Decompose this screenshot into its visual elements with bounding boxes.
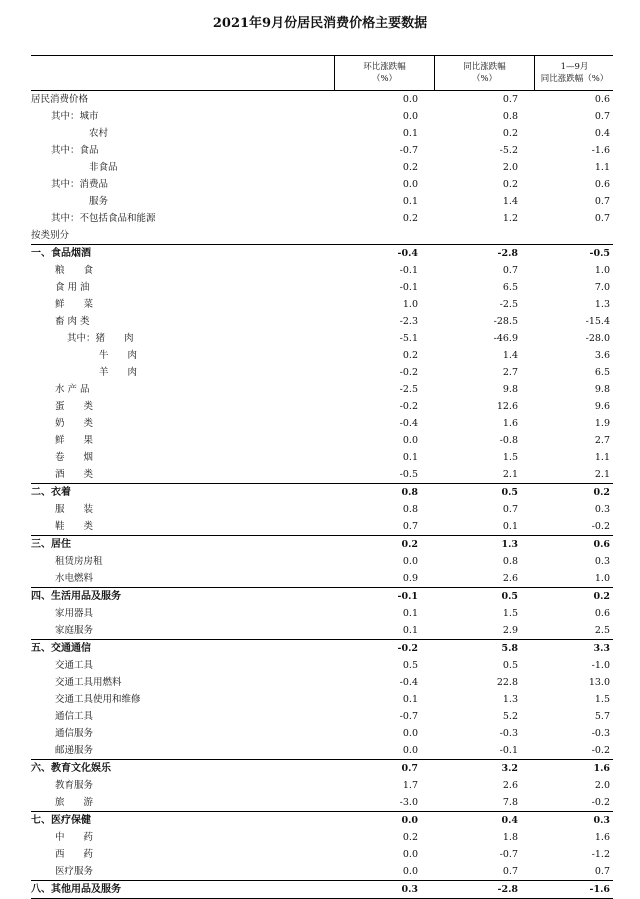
yoy-value: 0.5 bbox=[501, 591, 518, 602]
ytd-value: 6.5 bbox=[594, 367, 610, 378]
header-mom-line1: 环比涨跌幅 bbox=[363, 62, 406, 72]
row-label: 旅 游 bbox=[55, 797, 94, 808]
row-label: 中 药 bbox=[55, 832, 94, 843]
row-label: 交通工具用燃料 bbox=[55, 677, 122, 688]
mom-value: 0.2 bbox=[401, 539, 418, 550]
row-label: 家庭服务 bbox=[55, 625, 94, 636]
row-label: 通信工具 bbox=[55, 711, 94, 722]
category-row bbox=[31, 535, 613, 553]
ytd-value: 1.6 bbox=[594, 832, 610, 843]
row-label: 农村 bbox=[89, 128, 109, 139]
table-row bbox=[31, 863, 613, 880]
row-label: 酒 类 bbox=[55, 469, 94, 480]
table-row bbox=[31, 210, 613, 227]
table-row bbox=[31, 622, 613, 639]
yoy-value: 1.5 bbox=[502, 452, 518, 463]
table-row bbox=[31, 570, 613, 587]
ytd-value: 2.5 bbox=[594, 625, 610, 636]
ytd-value: -1.6 bbox=[591, 145, 610, 156]
ytd-value: -0.5 bbox=[589, 248, 610, 259]
row-label: 交通工具 bbox=[55, 660, 94, 671]
table-row bbox=[31, 176, 613, 193]
ytd-value: 0.7 bbox=[594, 866, 610, 877]
yoy-value: 1.8 bbox=[502, 832, 518, 843]
table-row bbox=[31, 142, 613, 159]
category-row bbox=[31, 639, 613, 657]
yoy-value: 1.5 bbox=[502, 608, 518, 619]
mom-value: 0.0 bbox=[402, 849, 418, 860]
ytd-value: 5.7 bbox=[594, 711, 610, 722]
row-label: 服务 bbox=[89, 196, 109, 207]
yoy-value: -2.8 bbox=[497, 248, 518, 259]
header-mom-line2: （%） bbox=[371, 74, 398, 84]
row-label: 水电燃料 bbox=[55, 573, 94, 584]
mom-value: 0.2 bbox=[402, 162, 418, 173]
table-row bbox=[31, 330, 613, 347]
mom-value: 1.0 bbox=[402, 299, 418, 310]
mom-value: 0.0 bbox=[402, 556, 418, 567]
yoy-value: 2.1 bbox=[502, 469, 518, 480]
yoy-value: -0.7 bbox=[499, 849, 518, 860]
table-row bbox=[31, 108, 613, 125]
header-yoy-line2: （%） bbox=[471, 74, 498, 84]
table-body bbox=[31, 91, 613, 898]
cpi-table bbox=[31, 55, 613, 899]
row-label: 粮 食 bbox=[55, 265, 94, 276]
category-row bbox=[31, 880, 613, 898]
table-row bbox=[31, 398, 613, 415]
row-label: 牛 肉 bbox=[99, 350, 138, 361]
mom-value: -2.3 bbox=[399, 316, 418, 327]
table-row bbox=[31, 691, 613, 708]
ytd-value: 0.6 bbox=[594, 608, 610, 619]
mom-value: -0.4 bbox=[399, 677, 418, 688]
mom-value: 0.2 bbox=[402, 350, 418, 361]
mom-value: -0.7 bbox=[399, 145, 418, 156]
yoy-value: -5.2 bbox=[499, 145, 518, 156]
mom-value: -0.5 bbox=[399, 469, 418, 480]
yoy-value: 1.4 bbox=[502, 196, 518, 207]
mom-value: 0.3 bbox=[401, 884, 418, 895]
yoy-value: -2.8 bbox=[497, 884, 518, 895]
mom-value: 0.0 bbox=[402, 728, 418, 739]
mom-value: 0.0 bbox=[402, 179, 418, 190]
category-row bbox=[31, 587, 613, 605]
yoy-value: 6.5 bbox=[502, 282, 518, 293]
row-label: 三、居住 bbox=[31, 539, 71, 550]
mom-value: 0.0 bbox=[402, 866, 418, 877]
row-label: 奶 类 bbox=[55, 418, 94, 429]
mom-value: 0.0 bbox=[401, 815, 418, 826]
ytd-value: 1.1 bbox=[594, 162, 610, 173]
table-row bbox=[31, 725, 613, 742]
ytd-value: 2.7 bbox=[594, 435, 610, 446]
table-row bbox=[31, 227, 613, 244]
mom-value: 0.1 bbox=[402, 694, 418, 705]
yoy-value: 0.4 bbox=[501, 815, 518, 826]
mom-value: -0.7 bbox=[399, 711, 418, 722]
table-row bbox=[31, 518, 613, 535]
category-row bbox=[31, 483, 613, 501]
row-label: 邮递服务 bbox=[55, 745, 94, 756]
row-label: 通信服务 bbox=[55, 728, 94, 739]
mom-value: 0.7 bbox=[402, 521, 418, 532]
category-row bbox=[31, 811, 613, 829]
ytd-value: -1.0 bbox=[591, 660, 610, 671]
table-row bbox=[31, 708, 613, 725]
ytd-value: -15.4 bbox=[585, 316, 610, 327]
row-label: 食 用 油 bbox=[55, 282, 90, 293]
table-row bbox=[31, 193, 613, 210]
table-row bbox=[31, 501, 613, 518]
table-row bbox=[31, 381, 613, 398]
yoy-value: 1.2 bbox=[502, 213, 518, 224]
category-row bbox=[31, 759, 613, 777]
row-label: 其中：消费品 bbox=[51, 179, 109, 190]
ytd-value: 0.7 bbox=[594, 213, 610, 224]
yoy-value: -46.9 bbox=[493, 333, 518, 344]
mom-value: 0.7 bbox=[401, 763, 418, 774]
ytd-value: 2.1 bbox=[594, 469, 610, 480]
yoy-value: 0.7 bbox=[502, 866, 518, 877]
yoy-value: 1.6 bbox=[502, 418, 518, 429]
ytd-value: 1.5 bbox=[594, 694, 610, 705]
ytd-value: 7.0 bbox=[594, 282, 610, 293]
table-row bbox=[31, 605, 613, 622]
ytd-value: 3.6 bbox=[594, 350, 610, 361]
table-row bbox=[31, 674, 613, 691]
mom-value: 1.7 bbox=[402, 780, 418, 791]
mom-value: 0.5 bbox=[402, 660, 418, 671]
mom-value: -2.5 bbox=[399, 384, 418, 395]
mom-value: 0.8 bbox=[401, 487, 418, 498]
row-label: 服 装 bbox=[55, 504, 94, 515]
row-label: 畜 肉 类 bbox=[55, 316, 90, 327]
mom-value: 0.1 bbox=[402, 196, 418, 207]
mom-value: -0.4 bbox=[397, 248, 418, 259]
row-label: 其中：不包括食品和能源 bbox=[51, 213, 156, 224]
mom-value: 0.1 bbox=[402, 128, 418, 139]
header-ytd-line1: 1—9月 bbox=[560, 62, 589, 72]
yoy-value: 0.8 bbox=[502, 111, 518, 122]
row-label: 鲜 果 bbox=[55, 435, 94, 446]
yoy-value: 0.5 bbox=[502, 660, 518, 671]
yoy-value: -0.8 bbox=[499, 435, 518, 446]
header-mom bbox=[334, 56, 434, 90]
table-header bbox=[31, 55, 613, 91]
yoy-value: 2.6 bbox=[502, 780, 518, 791]
header-yoy bbox=[434, 56, 534, 90]
row-label: 教育服务 bbox=[55, 780, 94, 791]
row-label: 非食品 bbox=[89, 162, 118, 173]
row-label: 租赁房房租 bbox=[55, 556, 103, 567]
mom-value: 0.8 bbox=[402, 504, 418, 515]
mom-value: 0.2 bbox=[402, 832, 418, 843]
mom-value: -0.2 bbox=[397, 643, 418, 654]
mom-value: -0.2 bbox=[399, 401, 418, 412]
table-row bbox=[31, 466, 613, 483]
yoy-value: 2.6 bbox=[502, 573, 518, 584]
table-row bbox=[31, 91, 613, 108]
table-row bbox=[31, 313, 613, 330]
yoy-value: -0.3 bbox=[499, 728, 518, 739]
ytd-value: 0.6 bbox=[593, 539, 610, 550]
ytd-value: 0.3 bbox=[593, 815, 610, 826]
yoy-value: 9.8 bbox=[502, 384, 518, 395]
mom-value: 0.1 bbox=[402, 625, 418, 636]
ytd-value: 1.1 bbox=[594, 452, 610, 463]
yoy-value: -28.5 bbox=[493, 316, 518, 327]
ytd-value: 1.6 bbox=[593, 763, 610, 774]
yoy-value: 1.3 bbox=[502, 694, 518, 705]
row-label: 一、食品烟酒 bbox=[31, 248, 91, 259]
yoy-value: 7.8 bbox=[502, 797, 518, 808]
yoy-value: 12.6 bbox=[496, 401, 518, 412]
ytd-value: 9.8 bbox=[594, 384, 610, 395]
row-label: 卷 烟 bbox=[55, 452, 94, 463]
row-label: 蛋 类 bbox=[55, 401, 94, 412]
header-yoy-line1: 同比涨跌幅 bbox=[463, 62, 506, 72]
yoy-value: 1.3 bbox=[501, 539, 518, 550]
yoy-value: 0.7 bbox=[502, 265, 518, 276]
yoy-value: 0.1 bbox=[502, 521, 518, 532]
ytd-value: -0.3 bbox=[591, 728, 610, 739]
ytd-value: 0.7 bbox=[594, 196, 610, 207]
yoy-value: 0.8 bbox=[502, 556, 518, 567]
ytd-value: 13.0 bbox=[588, 677, 610, 688]
yoy-value: 0.2 bbox=[502, 128, 518, 139]
mom-value: 0.1 bbox=[402, 452, 418, 463]
row-label: 按类别分 bbox=[31, 230, 70, 241]
mom-value: 0.1 bbox=[402, 608, 418, 619]
row-label: 其中：食品 bbox=[51, 145, 99, 156]
row-label: 其中：猪 肉 bbox=[67, 333, 134, 344]
ytd-value: 0.7 bbox=[594, 111, 610, 122]
row-label: 羊 肉 bbox=[99, 367, 138, 378]
mom-value: -0.1 bbox=[399, 265, 418, 276]
table-row bbox=[31, 296, 613, 313]
table-row bbox=[31, 846, 613, 863]
table-row bbox=[31, 742, 613, 759]
mom-value: -0.1 bbox=[397, 591, 418, 602]
ytd-value: 1.0 bbox=[594, 573, 610, 584]
ytd-value: -0.2 bbox=[591, 521, 610, 532]
mom-value: 0.0 bbox=[402, 94, 418, 105]
yoy-value: -2.5 bbox=[499, 299, 518, 310]
ytd-value: 0.4 bbox=[594, 128, 610, 139]
ytd-value: 0.3 bbox=[594, 504, 610, 515]
yoy-value: 2.0 bbox=[502, 162, 518, 173]
yoy-value: 0.5 bbox=[501, 487, 518, 498]
yoy-value: 5.2 bbox=[502, 711, 518, 722]
row-label: 六、教育文化娱乐 bbox=[31, 763, 111, 774]
table-row bbox=[31, 794, 613, 811]
mom-value: 0.0 bbox=[402, 745, 418, 756]
yoy-value: 0.7 bbox=[502, 504, 518, 515]
category-row bbox=[31, 244, 613, 262]
yoy-value: 2.9 bbox=[502, 625, 518, 636]
ytd-value: 3.3 bbox=[593, 643, 610, 654]
row-label: 医疗服务 bbox=[55, 866, 94, 877]
ytd-value: 9.6 bbox=[594, 401, 610, 412]
mom-value: -5.1 bbox=[399, 333, 418, 344]
yoy-value: 1.4 bbox=[502, 350, 518, 361]
ytd-value: 0.2 bbox=[593, 487, 610, 498]
table-row bbox=[31, 449, 613, 466]
table-row bbox=[31, 432, 613, 449]
yoy-value: 0.2 bbox=[502, 179, 518, 190]
yoy-value: 0.7 bbox=[502, 94, 518, 105]
mom-value: 0.9 bbox=[402, 573, 418, 584]
ytd-value: -0.2 bbox=[591, 745, 610, 756]
mom-value: -0.4 bbox=[399, 418, 418, 429]
table-row bbox=[31, 262, 613, 279]
table-row bbox=[31, 657, 613, 674]
table-row bbox=[31, 777, 613, 794]
mom-value: -0.1 bbox=[399, 282, 418, 293]
yoy-value: 5.8 bbox=[501, 643, 518, 654]
ytd-value: -28.0 bbox=[585, 333, 610, 344]
ytd-value: 0.3 bbox=[594, 556, 610, 567]
table-row bbox=[31, 364, 613, 381]
mom-value: 0.0 bbox=[402, 111, 418, 122]
row-label: 七、医疗保健 bbox=[31, 815, 91, 826]
page-title: 2021年9月份居民消费价格主要数据 bbox=[212, 16, 428, 31]
table-row bbox=[31, 279, 613, 296]
row-label: 鞋 类 bbox=[55, 521, 94, 532]
mom-value: -0.2 bbox=[399, 367, 418, 378]
table-row bbox=[31, 829, 613, 846]
header-ytd-line2: 同比涨跌幅（%） bbox=[540, 74, 609, 84]
row-label: 鲜 菜 bbox=[55, 299, 94, 310]
row-label: 水 产 品 bbox=[55, 384, 90, 395]
header-ytd bbox=[534, 56, 614, 90]
yoy-value: 3.2 bbox=[501, 763, 518, 774]
mom-value: -3.0 bbox=[399, 797, 418, 808]
ytd-value: 1.3 bbox=[594, 299, 610, 310]
ytd-value: 0.2 bbox=[593, 591, 610, 602]
table-row bbox=[31, 125, 613, 142]
yoy-value: 2.7 bbox=[502, 367, 518, 378]
table-row bbox=[31, 415, 613, 432]
table-row bbox=[31, 553, 613, 570]
ytd-value: 0.6 bbox=[594, 179, 610, 190]
row-label: 八、其他用品及服务 bbox=[31, 884, 121, 895]
row-label: 家用器具 bbox=[55, 608, 94, 619]
row-label: 五、交通通信 bbox=[31, 643, 91, 654]
row-label: 居民消费价格 bbox=[31, 94, 89, 105]
row-label: 西 药 bbox=[55, 849, 94, 860]
yoy-value: -0.1 bbox=[499, 745, 518, 756]
ytd-value: 2.0 bbox=[594, 780, 610, 791]
ytd-value: -1.2 bbox=[591, 849, 610, 860]
row-label: 四、生活用品及服务 bbox=[31, 591, 121, 602]
table-row bbox=[31, 159, 613, 176]
ytd-value: 1.9 bbox=[594, 418, 610, 429]
row-label: 交通工具使用和维修 bbox=[55, 694, 141, 705]
ytd-value: 1.0 bbox=[594, 265, 610, 276]
ytd-value: 0.6 bbox=[594, 94, 610, 105]
row-label: 其中：城市 bbox=[51, 111, 99, 122]
mom-value: 0.2 bbox=[402, 213, 418, 224]
ytd-value: -1.6 bbox=[589, 884, 610, 895]
mom-value: 0.0 bbox=[402, 435, 418, 446]
table-row bbox=[31, 347, 613, 364]
yoy-value: 22.8 bbox=[496, 677, 518, 688]
row-label: 二、衣着 bbox=[31, 487, 71, 498]
ytd-value: -0.2 bbox=[591, 797, 610, 808]
